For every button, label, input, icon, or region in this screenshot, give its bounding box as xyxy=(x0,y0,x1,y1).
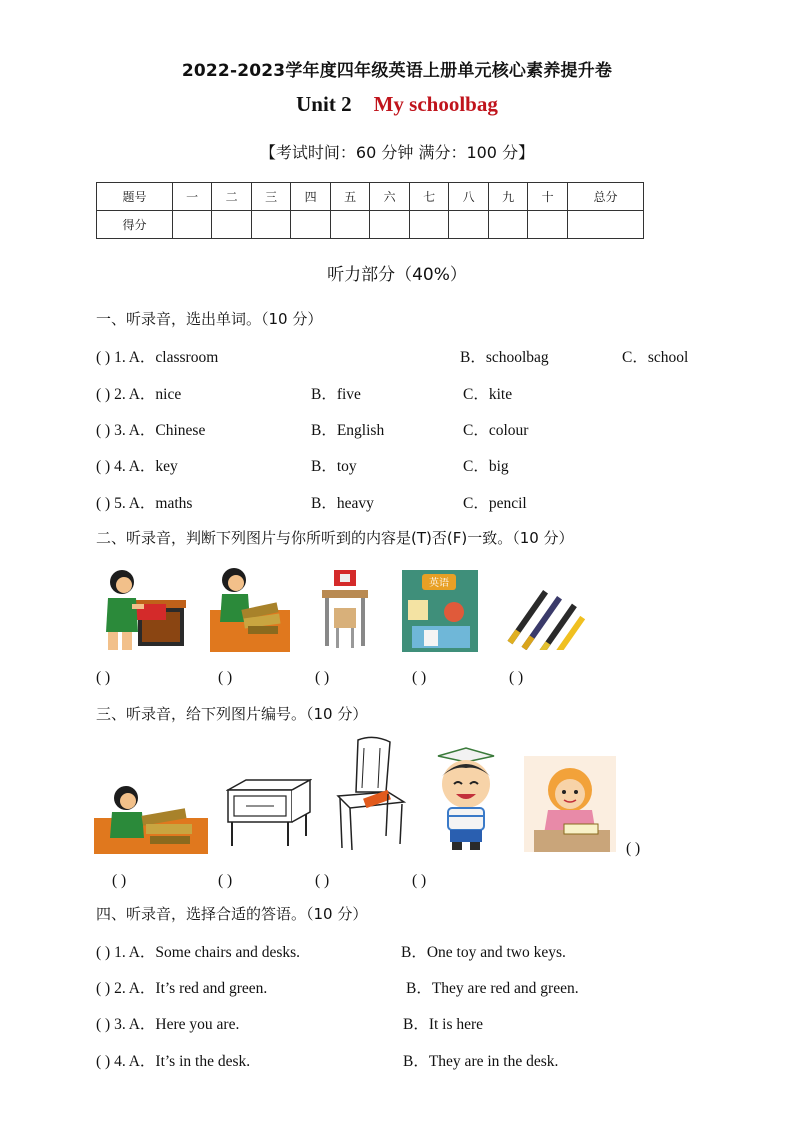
score-cell: 二 xyxy=(212,183,252,211)
answer-blank[interactable]: ( ) xyxy=(315,872,330,889)
unit-title xyxy=(0,92,794,117)
answer-blank[interactable]: ( ) xyxy=(412,669,427,686)
listening-part-title: 听力部分（40%） xyxy=(327,265,467,285)
section4-heading: 四、听录音，选择合适的答语。（10 分） xyxy=(96,905,368,923)
answer-blank[interactable]: ( ) xyxy=(96,669,111,686)
option-c: C．colour xyxy=(463,422,529,439)
score-cell: 七 xyxy=(409,183,449,211)
desk-and-chair-picture xyxy=(320,568,370,650)
option-c: C．pencil xyxy=(463,495,527,512)
girl-at-desk-picture xyxy=(94,562,190,652)
score-input-cell[interactable] xyxy=(528,211,568,239)
exam-title: 2022-2023学年度四年级英语上册单元核心素养提升卷 xyxy=(181,61,613,81)
option-b: B．five xyxy=(311,386,361,403)
unit-number: Unit 2 xyxy=(296,92,352,116)
item-question: ( ) 5. A．maths xyxy=(96,495,193,512)
score-cell: 五 xyxy=(330,183,370,211)
score-cell: 九 xyxy=(488,183,528,211)
option-c: C．kite xyxy=(463,386,513,403)
girl-with-books-picture xyxy=(94,782,208,854)
option-b: B．English xyxy=(311,422,385,439)
item-question: ( ) 2. A．It’s red and green. xyxy=(96,980,268,997)
answer-blank[interactable]: ( ) xyxy=(218,669,233,686)
option-c: C．big xyxy=(463,458,509,475)
option-c: C．school xyxy=(622,349,689,366)
item-question: ( ) 2. A．nice xyxy=(96,386,182,403)
answer-blank[interactable]: ( ) xyxy=(626,840,641,857)
score-input-cell[interactable] xyxy=(370,211,410,239)
option-b: B．It is here xyxy=(403,1016,484,1033)
score-table xyxy=(96,182,644,239)
score-cell: 总分 xyxy=(567,183,643,211)
score-cell: 六 xyxy=(370,183,410,211)
option-b: B．schoolbag xyxy=(460,349,549,366)
answer-blank[interactable]: ( ) xyxy=(112,872,127,889)
section1-heading: 一、听录音，选出单词。（10 分） xyxy=(96,310,323,328)
item-question: ( ) 1. A．Some chairs and desks. xyxy=(96,944,301,961)
option-b: B．heavy xyxy=(311,495,374,512)
score-table-header-row xyxy=(97,183,644,211)
item-question: ( ) 3. A．Chinese xyxy=(96,422,206,439)
english-book-picture xyxy=(402,570,478,652)
score-input-cell[interactable] xyxy=(251,211,291,239)
desk-picture xyxy=(226,776,312,848)
score-input-cell[interactable] xyxy=(409,211,449,239)
option-b: B．They are red and green. xyxy=(406,980,579,997)
score-input-cell[interactable] xyxy=(291,211,331,239)
girl-with-books-picture xyxy=(210,562,290,652)
score-cell: 题号 xyxy=(97,183,173,211)
item-question: ( ) 3. A．Here you are. xyxy=(96,1016,240,1033)
exam-info: 【考试时间：60 分钟 满分：100 分】 xyxy=(259,143,535,162)
answer-blank[interactable]: ( ) xyxy=(509,669,524,686)
option-b: B．toy xyxy=(311,458,357,475)
answer-blank[interactable]: ( ) xyxy=(315,669,330,686)
svg-text:英语: 英语 xyxy=(429,578,449,589)
section2-heading: 二、听录音，判断下列图片与你所听到的内容是(T)否(F)一致。（10 分） xyxy=(96,529,574,547)
score-cell: 得分 xyxy=(97,211,173,239)
chair-with-bag-picture xyxy=(334,736,408,852)
score-input-cell[interactable] xyxy=(488,211,528,239)
option-b: B．One toy and two keys. xyxy=(401,944,566,961)
score-table-score-row xyxy=(97,211,644,239)
score-input-cell[interactable] xyxy=(212,211,252,239)
score-cell: 十 xyxy=(528,183,568,211)
girl-writing-picture xyxy=(524,756,616,852)
score-cell: 八 xyxy=(449,183,489,211)
section3-heading: 三、听录音，给下列图片编号。（10 分） xyxy=(96,705,368,723)
score-cell: 四 xyxy=(291,183,331,211)
score-input-cell[interactable] xyxy=(172,211,212,239)
boy-with-book-on-head-picture xyxy=(424,740,508,852)
answer-blank[interactable]: ( ) xyxy=(412,872,427,889)
unit-name: My schoolbag xyxy=(373,92,498,116)
score-cell: 三 xyxy=(251,183,291,211)
score-input-cell[interactable] xyxy=(330,211,370,239)
item-question: ( ) 1. A．classroom xyxy=(96,349,219,366)
score-input-cell[interactable] xyxy=(449,211,489,239)
answer-blank[interactable]: ( ) xyxy=(218,872,233,889)
pens-picture xyxy=(500,570,586,650)
score-cell: 一 xyxy=(172,183,212,211)
score-input-cell[interactable] xyxy=(567,211,643,239)
option-b: B．They are in the desk. xyxy=(403,1053,559,1070)
item-question: ( ) 4. A．It’s in the desk. xyxy=(96,1053,251,1070)
item-question: ( ) 4. A．key xyxy=(96,458,178,475)
